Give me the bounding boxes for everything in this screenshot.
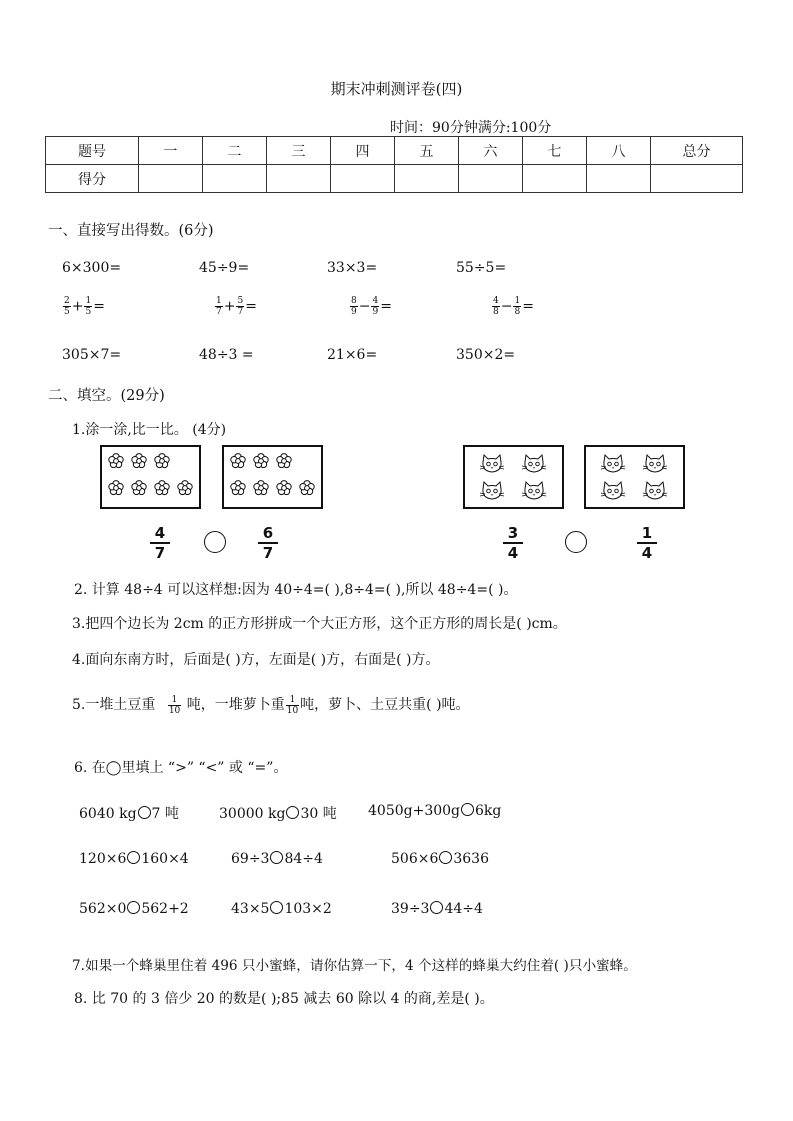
header-cell: 二 [203,137,267,165]
fraction-1-4: 1 4 [637,524,657,562]
header-cell: 一 [139,137,203,165]
section2-heading: 二、填空。(29分) [48,388,165,404]
score-cell[interactable] [459,165,523,193]
calc-item: 6×300= [62,260,122,276]
calc-item: 55÷5= [456,260,507,276]
compare-circle[interactable] [270,851,283,864]
score-cell[interactable] [139,165,203,193]
section1-heading: 一、直接写出得数。(6分) [48,223,214,239]
score-cell[interactable] [395,165,459,193]
fraction-6-7: 6 7 [258,524,278,562]
compare-item: 6040 kg 7 吨 [79,806,179,822]
cat-box-4[interactable] [463,445,564,509]
calc-item: 33×3= [327,260,378,276]
compare-circle[interactable] [286,806,299,819]
flower-icon [109,454,192,495]
q1-label: 1.涂一涂,比一比。 (4分) [72,422,227,438]
score-cell[interactable] [523,165,587,193]
header-cell: 五 [395,137,459,165]
score-cell[interactable] [587,165,651,193]
question-3: 3.把四个边长为 2cm 的正方形拼成一个大正方形，这个正方形的周长是( )cm。 [72,616,567,632]
question-7: 7.如果一个蜂巢里住着 496 只小蜜蜂，请你估算一下，4 个这样的蜂巢大约住着( )只小蜜蜂。 [72,958,637,974]
compare-circle[interactable] [565,531,587,553]
fraction-calc-item: $\frac{2}{5}$ + $\frac{1}{5}$ = [64,296,105,317]
compare-item: 30000 kg 30 吨 [219,806,337,822]
header-cell: 四 [331,137,395,165]
score-header-row [46,137,743,165]
fraction-calc-item: $\frac{4}{8}$ − $\frac{1}{8}$ = [493,296,534,317]
question-5: 5.一堆土豆重 $\frac{1}{10}$ 吨，一堆萝卜重 $\frac{1}{10}$ 吨，萝卜、土豆共重( )吨。 [72,694,470,716]
page-title: 期末冲刺测评卷(四) [330,80,463,98]
compare-circle[interactable] [204,531,226,553]
header-cell: 总分 [651,137,743,165]
compare-item: 506×6 3636 [391,851,489,867]
compare-item: 562×0 562+2 [79,901,189,917]
score-cell[interactable] [203,165,267,193]
calc-item: 21×6= [327,347,378,363]
question-4: 4.面向东南方时，后面是( )方，左面是( )方，右面是( )方。 [72,652,440,668]
calc-item: 45÷9= [199,260,250,276]
compare-item: 39÷3 44÷4 [391,901,483,917]
score-cell[interactable] [267,165,331,193]
fraction-4-7: 4 7 [150,524,170,562]
calc-item: 350×2= [456,347,516,363]
compare-circle[interactable] [127,901,140,914]
question-8: 8. 比 70 的 3 倍少 20 的数是( );85 减去 60 除以 4 的商,差是( )。 [74,991,494,1007]
score-table [45,136,743,193]
compare-circle[interactable] [461,803,474,816]
compare-circle[interactable] [270,901,283,914]
flower-icon [231,454,314,495]
cat-box-4[interactable] [584,445,685,509]
score-cell[interactable] [651,165,743,193]
fraction-calc-item: $\frac{1}{7}$ + $\frac{5}{7}$ = [216,296,257,317]
header-cell: 题号 [46,137,139,165]
question-6-label: 6. 在◯里填上 “>” “<” 或 “=”。 [74,760,288,776]
flower-box-7[interactable] [100,445,201,509]
header-cell: 八 [587,137,651,165]
compare-item: 120×6 160×4 [79,851,189,867]
score-cell[interactable] [331,165,395,193]
fraction-3-4: 3 4 [503,524,523,562]
question-2: 2. 计算 48÷4 可以这样想:因为 40÷4=( ),8÷4=( ),所以 48÷4=( )。 [74,582,518,598]
compare-circle[interactable] [138,806,151,819]
compare-item: 69÷3 84÷4 [231,851,323,867]
fraction-calc-item: $\frac{8}{9}$ − $\frac{4}{9}$ = [351,296,392,317]
header-cell: 六 [459,137,523,165]
score-row [46,165,743,193]
cat-icon [480,455,546,499]
calc-item: 48÷3 = [199,347,254,363]
score-row-label: 得分 [46,165,139,193]
flower-box-7[interactable] [222,445,323,509]
compare-circle[interactable] [439,851,452,864]
compare-item: 43×5 103×2 [231,901,332,917]
compare-item: 4050g+300g 6kg [368,803,502,819]
header-cell: 七 [523,137,587,165]
compare-circle[interactable] [430,901,443,914]
calc-item: 305×7= [62,347,122,363]
header-cell: 三 [267,137,331,165]
exam-meta: 时间：90分钟满分:100分 [390,120,552,136]
compare-circle[interactable] [127,851,140,864]
cat-icon [601,455,667,499]
